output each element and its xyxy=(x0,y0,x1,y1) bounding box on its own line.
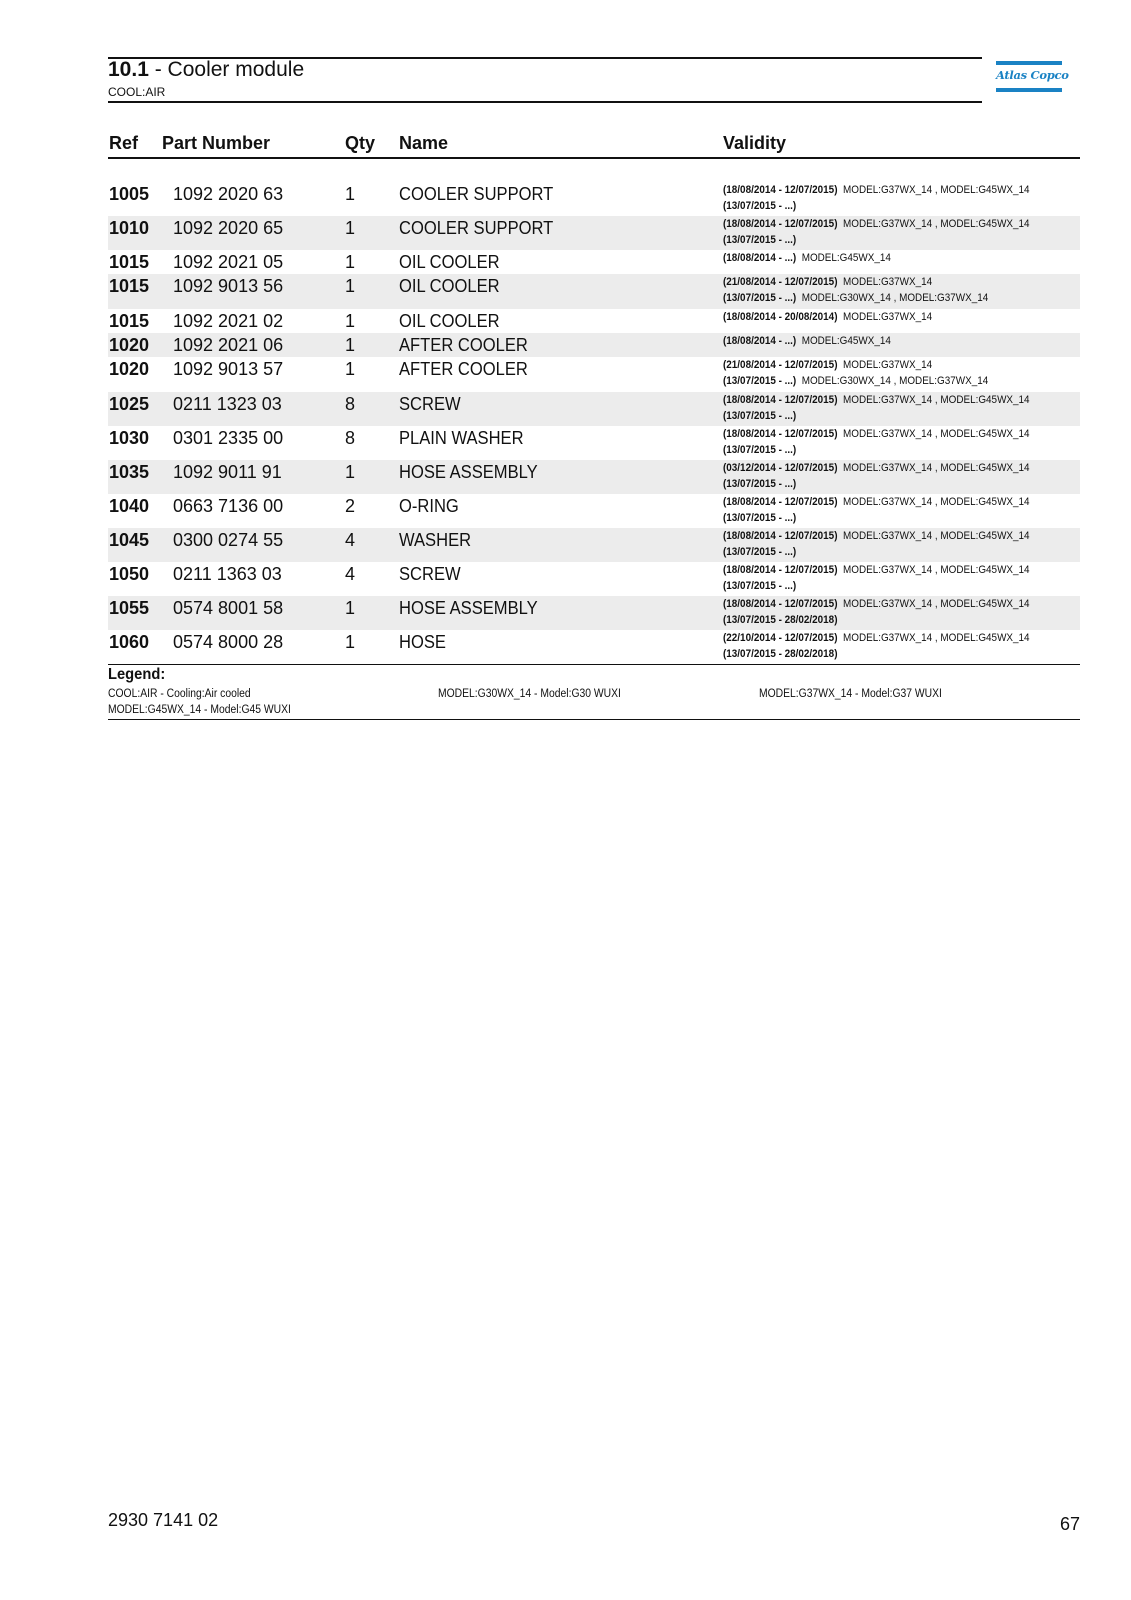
table-row xyxy=(108,333,1080,357)
table-row xyxy=(108,250,1080,274)
validity-dates: (13/07/2015 - ...) xyxy=(723,546,797,558)
table-row xyxy=(108,182,1080,216)
name-cell: WASHER xyxy=(399,530,472,550)
validity-line xyxy=(723,290,988,306)
part-number-cell: 0574 8000 28 xyxy=(173,632,284,652)
validity-models: MODEL:G37WX_14 , MODEL:G45WX_14 xyxy=(843,462,1030,474)
name-cell: AFTER COOLER xyxy=(399,335,528,355)
validity-line xyxy=(723,596,1030,612)
name-cell: PLAIN WASHER xyxy=(399,428,524,448)
validity-cell xyxy=(723,216,1030,248)
validity-dates: (21/08/2014 - 12/07/2015) xyxy=(723,359,838,371)
qty-cell: 8 xyxy=(345,428,356,448)
column-header-validity: Validity xyxy=(723,133,787,153)
validity-dates: (18/08/2014 - 12/07/2015) xyxy=(723,218,838,230)
qty-cell: 8 xyxy=(345,394,356,414)
table-row xyxy=(108,596,1080,630)
table-row xyxy=(108,216,1080,250)
validity-models: MODEL:G37WX_14 xyxy=(843,359,933,371)
validity-dates: (13/07/2015 - ...) xyxy=(723,478,797,490)
validity-cell xyxy=(723,426,1030,458)
table-bottom-rule xyxy=(108,664,1080,665)
validity-dates: (18/08/2014 - 12/07/2015) xyxy=(723,394,838,406)
logo-text: Atlas Copco xyxy=(996,68,1069,82)
validity-cell xyxy=(723,250,891,266)
validity-dates: (18/08/2014 - 12/07/2015) xyxy=(723,184,838,196)
page-number: 67 xyxy=(1059,1514,1080,1534)
section-subtitle: COOL:AIR xyxy=(108,85,166,99)
ref-cell: 1025 xyxy=(109,394,150,414)
table-header-rule xyxy=(108,157,1080,159)
column-header-part-number: Part Number xyxy=(162,133,271,153)
validity-dates: (13/07/2015 - ...) xyxy=(723,234,797,246)
validity-line xyxy=(723,216,1030,232)
title-separator: - xyxy=(148,58,168,81)
table-row xyxy=(108,357,1080,392)
validity-dates: (18/08/2014 - 12/07/2015) xyxy=(723,564,838,576)
name-cell: HOSE xyxy=(399,632,446,652)
validity-line xyxy=(723,309,932,325)
validity-line xyxy=(723,232,1030,248)
logo-bottom-bar xyxy=(996,88,1062,92)
part-number-cell: 0300 0274 55 xyxy=(173,530,284,550)
name-cell: SCREW xyxy=(399,564,461,584)
qty-cell: 1 xyxy=(345,311,356,331)
validity-line xyxy=(723,544,1030,560)
section-title-text: Cooler module xyxy=(167,58,305,81)
part-number-cell: 0663 7136 00 xyxy=(173,496,284,516)
part-number-cell: 1092 2021 02 xyxy=(173,311,284,331)
name-cell: SCREW xyxy=(399,394,461,414)
validity-dates: (18/08/2014 - 12/07/2015) xyxy=(723,496,838,508)
ref-cell: 1055 xyxy=(109,598,150,618)
qty-cell: 1 xyxy=(345,184,356,204)
name-cell: AFTER COOLER xyxy=(399,359,528,379)
validity-dates: (18/08/2014 - 20/08/2014) xyxy=(723,311,838,323)
ref-cell: 1035 xyxy=(109,462,150,482)
part-number-cell: 1092 9013 56 xyxy=(173,276,284,296)
qty-cell: 1 xyxy=(345,359,356,379)
header-bottom-rule xyxy=(108,101,982,103)
qty-cell: 1 xyxy=(345,218,356,238)
validity-dates: (22/10/2014 - 12/07/2015) xyxy=(723,632,838,644)
ref-cell: 1040 xyxy=(109,496,150,516)
column-header-name: Name xyxy=(399,133,449,153)
validity-cell xyxy=(723,333,891,349)
ref-cell: 1015 xyxy=(109,252,150,272)
validity-line xyxy=(723,392,1030,408)
validity-models: MODEL:G37WX_14 , MODEL:G45WX_14 xyxy=(843,564,1030,576)
qty-cell: 4 xyxy=(345,530,356,550)
validity-dates: (13/07/2015 - 28/02/2018) xyxy=(723,614,838,626)
ref-cell: 1060 xyxy=(109,632,150,652)
name-cell: OIL COOLER xyxy=(399,252,500,272)
validity-line xyxy=(723,426,1030,442)
validity-line xyxy=(723,333,891,349)
column-header-ref: Ref xyxy=(109,133,139,153)
qty-cell: 1 xyxy=(345,335,356,355)
validity-cell xyxy=(723,494,1030,526)
validity-cell xyxy=(723,182,1030,214)
validity-line xyxy=(723,442,1030,458)
validity-dates: (18/08/2014 - 12/07/2015) xyxy=(723,598,838,610)
validity-line xyxy=(723,612,1030,628)
ref-cell: 1015 xyxy=(109,276,150,296)
column-header-qty: Qty xyxy=(345,133,376,153)
ref-cell: 1010 xyxy=(109,218,150,238)
validity-line xyxy=(723,250,891,266)
validity-models: MODEL:G37WX_14 , MODEL:G45WX_14 xyxy=(843,428,1030,440)
logo-top-bar xyxy=(996,61,1062,65)
validity-line xyxy=(723,357,988,373)
validity-models: MODEL:G45WX_14 xyxy=(801,252,891,264)
section-title xyxy=(108,58,304,82)
validity-line xyxy=(723,510,1030,526)
part-number-cell: 1092 2020 63 xyxy=(173,184,284,204)
table-row xyxy=(108,309,1080,333)
validity-line xyxy=(723,460,1030,476)
qty-cell: 1 xyxy=(345,252,356,272)
ref-cell: 1050 xyxy=(109,564,150,584)
validity-line xyxy=(723,476,1030,492)
table-row xyxy=(108,562,1080,596)
validity-line xyxy=(723,408,1030,424)
atlas-copco-logo xyxy=(996,61,1069,95)
section-number: 10.1 xyxy=(108,58,149,81)
validity-dates: (18/08/2014 - 12/07/2015) xyxy=(723,530,838,542)
table-row xyxy=(108,630,1080,664)
document-number: 2930 7141 02 xyxy=(108,1510,219,1530)
name-cell: O-RING xyxy=(399,496,459,516)
part-number-cell: 1092 2021 05 xyxy=(173,252,284,272)
name-cell: HOSE ASSEMBLY xyxy=(399,598,538,618)
table-row xyxy=(108,392,1080,426)
validity-dates: (13/07/2015 - ...) xyxy=(723,292,797,304)
qty-cell: 1 xyxy=(345,276,356,296)
validity-models: MODEL:G37WX_14 , MODEL:G45WX_14 xyxy=(843,530,1030,542)
qty-cell: 1 xyxy=(345,598,356,618)
ref-cell: 1045 xyxy=(109,530,150,550)
validity-line xyxy=(723,182,1030,198)
part-number-cell: 1092 9011 91 xyxy=(173,462,282,482)
part-number-cell: 0211 1323 03 xyxy=(173,394,282,414)
legend-entry: MODEL:G45WX_14 - Model:G45 WUXI xyxy=(108,704,291,716)
validity-dates: (13/07/2015 - ...) xyxy=(723,375,797,387)
table-row xyxy=(108,426,1080,460)
validity-models: MODEL:G37WX_14 , MODEL:G45WX_14 xyxy=(843,184,1030,196)
legend-title: Legend: xyxy=(108,666,166,683)
validity-line xyxy=(723,528,1030,544)
validity-line xyxy=(723,646,1030,662)
name-cell: HOSE ASSEMBLY xyxy=(399,462,538,482)
part-number-cell: 0301 2335 00 xyxy=(173,428,284,448)
validity-dates: (13/07/2015 - 28/02/2018) xyxy=(723,648,838,660)
name-cell: OIL COOLER xyxy=(399,311,500,331)
validity-cell xyxy=(723,596,1030,628)
validity-line xyxy=(723,274,988,290)
name-cell: COOLER SUPPORT xyxy=(399,218,554,238)
validity-line xyxy=(723,630,1030,646)
ref-cell: 1030 xyxy=(109,428,150,448)
part-number-cell: 1092 2020 65 xyxy=(173,218,284,238)
validity-dates: (18/08/2014 - ...) xyxy=(723,252,797,264)
name-cell: COOLER SUPPORT xyxy=(399,184,554,204)
validity-dates: (21/08/2014 - 12/07/2015) xyxy=(723,276,838,288)
table-row xyxy=(108,494,1080,528)
legend-entry: COOL:AIR - Cooling:Air cooled xyxy=(108,688,251,700)
validity-dates: (13/07/2015 - ...) xyxy=(723,410,797,422)
validity-dates: (13/07/2015 - ...) xyxy=(723,200,797,212)
part-number-cell: 1092 9013 57 xyxy=(173,359,284,379)
validity-dates: (18/08/2014 - 12/07/2015) xyxy=(723,428,838,440)
validity-cell xyxy=(723,528,1030,560)
validity-line xyxy=(723,198,1030,214)
part-number-cell: 0574 8001 58 xyxy=(173,598,284,618)
validity-dates: (03/12/2014 - 12/07/2015) xyxy=(723,462,838,474)
validity-cell xyxy=(723,562,1030,594)
validity-line xyxy=(723,578,1030,594)
validity-dates: (13/07/2015 - ...) xyxy=(723,580,797,592)
qty-cell: 1 xyxy=(345,632,356,652)
qty-cell: 2 xyxy=(345,496,356,516)
validity-dates: (13/07/2015 - ...) xyxy=(723,512,797,524)
validity-line xyxy=(723,562,1030,578)
ref-cell: 1015 xyxy=(109,311,150,331)
validity-models: MODEL:G30WX_14 , MODEL:G37WX_14 xyxy=(801,375,989,387)
ref-cell: 1020 xyxy=(109,359,150,379)
table-row xyxy=(108,528,1080,562)
validity-models: MODEL:G37WX_14 , MODEL:G45WX_14 xyxy=(843,632,1030,644)
table-row xyxy=(108,460,1080,494)
validity-cell xyxy=(723,630,1030,662)
table-row xyxy=(108,274,1080,309)
validity-dates: (18/08/2014 - ...) xyxy=(723,335,797,347)
validity-models: MODEL:G45WX_14 xyxy=(801,335,891,347)
part-number-cell: 1092 2021 06 xyxy=(173,335,284,355)
validity-line xyxy=(723,494,1030,510)
name-cell: OIL COOLER xyxy=(399,276,500,296)
validity-line xyxy=(723,373,988,389)
validity-cell xyxy=(723,309,932,325)
ref-cell: 1005 xyxy=(109,184,150,204)
validity-models: MODEL:G37WX_14 , MODEL:G45WX_14 xyxy=(843,598,1030,610)
validity-models: MODEL:G37WX_14 , MODEL:G45WX_14 xyxy=(843,218,1030,230)
legend-entry: MODEL:G30WX_14 - Model:G30 WUXI xyxy=(438,688,621,700)
legend-entry: MODEL:G37WX_14 - Model:G37 WUXI xyxy=(759,688,942,700)
validity-models: MODEL:G30WX_14 , MODEL:G37WX_14 xyxy=(801,292,989,304)
legend-bottom-rule xyxy=(108,719,1080,720)
validity-models: MODEL:G37WX_14 xyxy=(843,311,933,323)
ref-cell: 1020 xyxy=(109,335,150,355)
validity-models: MODEL:G37WX_14 , MODEL:G45WX_14 xyxy=(843,496,1030,508)
validity-models: MODEL:G37WX_14 , MODEL:G45WX_14 xyxy=(843,394,1030,406)
validity-models: MODEL:G37WX_14 xyxy=(843,276,933,288)
validity-cell xyxy=(723,274,988,306)
qty-cell: 1 xyxy=(345,462,356,482)
validity-cell xyxy=(723,357,988,389)
qty-cell: 4 xyxy=(345,564,356,584)
validity-cell xyxy=(723,460,1030,492)
validity-dates: (13/07/2015 - ...) xyxy=(723,444,797,456)
part-number-cell: 0211 1363 03 xyxy=(173,564,282,584)
validity-cell xyxy=(723,392,1030,424)
